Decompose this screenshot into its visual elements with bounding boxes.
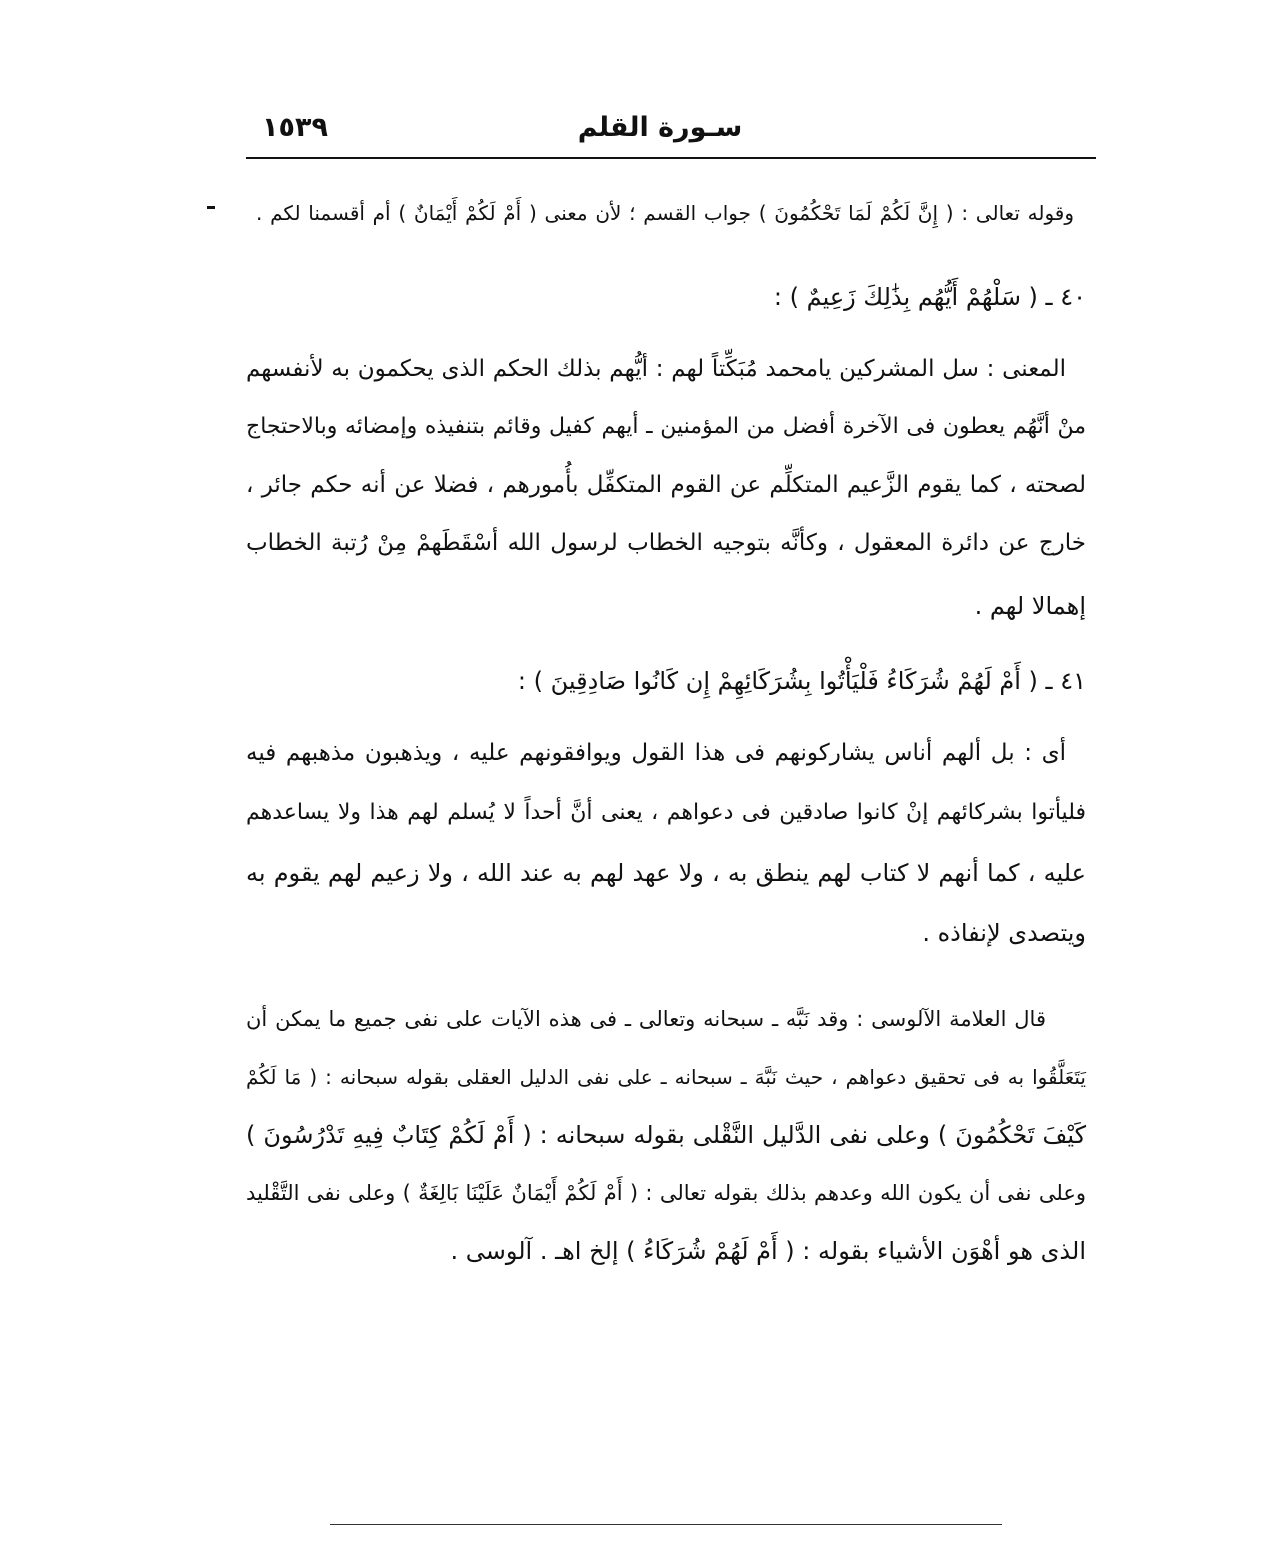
footer-rule	[330, 1524, 1002, 1525]
para-2-line-2: فليأتوا بشركائهم إنْ كانوا صادقين فى دعواهم ، يعنى أنَّ أحداً لا يُسلم لهم هذا ولا يساعدهم	[246, 800, 1086, 825]
page-number: ١٥٣٩	[262, 112, 328, 143]
para-1-line-1: المعنى : سل المشركين يامحمد مُبَكِّتاً لهم : أيُّهم بذلك الحكم الذى يحكمون به لأنفسهم	[246, 356, 1066, 382]
para-3-line-1: قال العلامة الآلوسى : وقد نَبَّه ـ سبحانه وتعالى ـ فى هذه الآيات على نفى جميع ما يمكن أن	[246, 1007, 1046, 1031]
intro-line: وقوله تعالى : ( إِنَّ لَكُمْ لَمَا تَحْكُمُونَ ) جواب القسم ؛ لأن معنى ( أَمْ لَكُمْ أَيْمَانٌ ) أم أقسمنا لكم .	[256, 201, 1074, 225]
para-2-line-3: عليه ، كما أنهم لا كتاب لهم ينطق به ، ولا عهد لهم به عند الله ، ولا زعيم لهم يقوم به	[246, 859, 1086, 887]
para-2-line-4: ويتصدى لإنفاذه .	[922, 919, 1086, 947]
para-1-line-4: خارج عن دائرة المعقول ، وكأنَّه بتوجيه الخطاب لرسول الله أسْقَطَهمْ مِنْ رُتبة الخطاب	[246, 530, 1086, 556]
para-1-line-3: لصحته ، كما يقوم الزَّعيم المتكلِّم عن القوم المتكفِّل بأُمورهم ، فضلا عن أنه حكم جائر ،	[246, 472, 1086, 498]
margin-mark	[207, 206, 215, 209]
para-3-line-4: وعلى نفى أن يكون الله وعدهم بذلك بقوله تعالى : ( أَمْ لَكُمْ أَيْمَانٌ عَلَيْنَا بَالِغَةٌ ) وعلى نفى التَّقْليد	[246, 1181, 1086, 1205]
para-3-line-5: الذى هو أهْوَن الأشياء بقوله : ( أَمْ لَهُمْ شُرَكَاءُ ) إلخ اهـ . آلوسى .	[450, 1237, 1086, 1265]
para-1-line-2: منْ أنَّهُم يعطون فى الآخرة أفضل من المؤمنين ـ أيهم كفيل وقائم بتنفيذه وإمضائه وبالاحتجاج	[246, 414, 1086, 439]
para-3-line-2: يَتَعَلَّقُوا به فى تحقيق دعواهم ، حيث نَبَّهَ ـ سبحانه ـ على نفى الدليل العقلى بقوله سبحانه : ( مَا لَكُمْ	[246, 1065, 1086, 1089]
para-2-line-1: أى : بل ألهم أناس يشاركونهم فى هذا القول ويوافقونهم عليه ، ويذهبون مذهبهم فيه	[246, 740, 1066, 766]
verse-40: ٤٠ ـ ( سَلْهُمْ أَيُّهُم بِذَٰلِكَ زَعِيمٌ ) :	[773, 283, 1086, 311]
surah-title: سـورة القلم	[577, 112, 743, 143]
para-1-line-5: إهمالا لهم .	[974, 592, 1086, 620]
header-rule	[246, 157, 1096, 159]
verse-41: ٤١ ـ ( أَمْ لَهُمْ شُرَكَاءُ فَلْيَأْتُوا بِشُرَكَائِهِمْ إِن كَانُوا صَادِقِينَ ) :	[517, 667, 1086, 695]
para-3-line-3: كَيْفَ تَحْكُمُونَ ) وعلى نفى الدَّليل النَّقْلى بقوله سبحانه : ( أَمْ لَكُمْ كِتَابٌ فِيهِ تَدْرُسُونَ )	[246, 1121, 1086, 1149]
